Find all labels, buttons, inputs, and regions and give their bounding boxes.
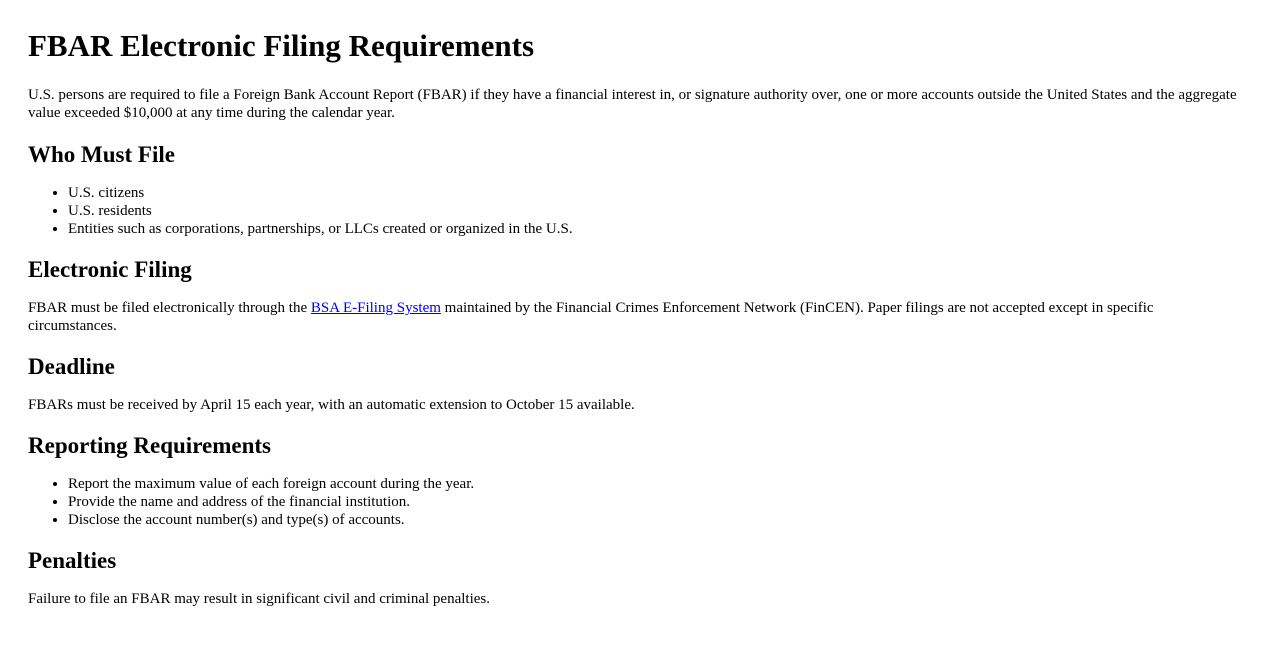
section-reporting-requirements [28, 432, 1250, 529]
reporting-requirements-list [28, 475, 1250, 529]
deadline-heading: Deadline [28, 354, 115, 379]
section-electronic-filing [28, 256, 1250, 335]
bsa-efiling-link[interactable]: BSA E-Filing System [310, 300, 441, 316]
who-must-file-list [28, 184, 1250, 238]
section-who-must-file [28, 141, 1250, 238]
penalties-heading: Penalties [28, 548, 117, 573]
list-item: • Report the maximum value of each foreign account during the year. [68, 475, 1250, 493]
intro-paragraph: U.S. persons are required to file a Foreign Bank Account Report (FBAR) if they have a financial interest in, or signature authority over, one or more accounts outside the United States and the aggregate value exceeded $10,000 at any time during the calendar year. [28, 87, 1237, 121]
list-item: • U.S. citizens [68, 184, 1250, 202]
electronic-filing-text-before: FBAR must be filed electronically through the [28, 300, 311, 316]
list-item: • Provide the name and address of the financial institution. [68, 493, 1250, 511]
list-item: • Entities such as corporations, partnerships, or LLCs created or organized in the U.S. [68, 220, 1250, 238]
list-item: • U.S. residents [68, 202, 1250, 220]
electronic-filing-text-after: maintained by the Financial Crimes Enforcement Network (FinCEN). Paper filings are not accepted except in specific circumstances. [28, 300, 1154, 334]
page-title: FBAR Electronic Filing Requirements [28, 28, 535, 63]
reporting-requirements-heading: Reporting Requirements [28, 433, 271, 458]
electronic-filing-heading: Electronic Filing [28, 257, 192, 282]
section-penalties [28, 547, 1250, 608]
penalties-paragraph: Failure to file an FBAR may result in significant civil and criminal penalties. [28, 591, 490, 607]
list-item: • Disclose the account number(s) and type(s) of accounts. [68, 511, 1250, 529]
deadline-paragraph: FBARs must be received by April 15 each year, with an automatic extension to October 15 available. [28, 397, 635, 413]
who-must-file-heading: Who Must File [28, 142, 175, 167]
electronic-filing-paragraph [28, 299, 1250, 335]
section-deadline [28, 353, 1250, 414]
